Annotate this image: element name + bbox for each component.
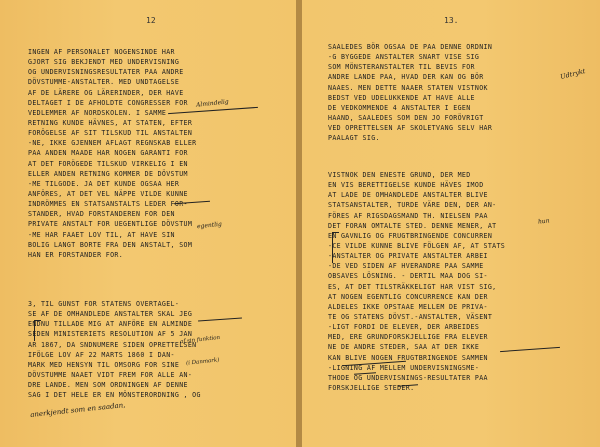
strikethrough-mark [198, 317, 242, 321]
text-line: ALDELES IKKE OPSTAAE MELLEM DE PRIVA- [328, 302, 488, 311]
text-line: -ME HAR FAAET LOV TIL, AT HAVE SIN [28, 230, 175, 239]
page-number-right: 13. [444, 16, 459, 25]
text-line: VED OPRETTELSEN AF SKOLETVANG SELV HAR [328, 124, 493, 133]
text-line: -NE, IKKE GJENNEM AFLAGT REGNSKAB ELLER [28, 139, 197, 148]
text-line: ENDNU TILLADE MIG AT ANFÖRE EN ALMINDE [28, 320, 193, 329]
text-line: EN GAVNLIG OG FRUGTBRINGENDE CONCURREN [328, 231, 493, 240]
text-line: PAALAGT SIG. [328, 134, 380, 143]
left-text-block-top [28, 47, 196, 260]
right-page [302, 0, 600, 447]
text-line: AR 1867, DA SNDNUMERE SIDEN OPRETTELSEN [28, 340, 197, 349]
text-line: RETNING KUNDE HÄVNES, AT STATEN, EFTER [28, 118, 193, 127]
text-line: SAALEDES BÖR OGSAA DE PAA DENNE ORDNIN [328, 43, 493, 51]
text-line: KAN BLIVE NOGEN FRUGTBRINGENDE SAMMEN [328, 353, 488, 362]
text-line: -LIGNING AF MELLEM UNDERVISNINGSME- [328, 363, 480, 372]
text-line: DE VEDKOMMENDE 4 ANSTALTER I EGEN [328, 103, 471, 112]
text-line: STATSANSTALTER, TURDE VÄRE DEN, DER AN- [328, 201, 497, 210]
text-line: FÖRES AF RIGSDAGSMAND TH. NIELSEN PAA [328, 211, 488, 220]
text-line: SE AF DE OMHANDLEDE ANSTALTER SKAL JEG [28, 310, 193, 319]
text-line: MED, ERE GRUNDFORSKJELLIGE FRA ELEVER [328, 333, 488, 342]
text-line: PAA ANDEN MAADE HAR NOGEN GARANTI FOR [28, 149, 188, 158]
text-line: -G BYGGEDE ANSTALTER SNART VISE SIG [328, 53, 480, 62]
margin-bracket [34, 320, 41, 341]
text-line: ANFÖRES, AT DET VEL NÄPPE VILDE KUNNE [28, 189, 188, 198]
text-line: VEDLEMMER AF NORDSKOLEN. I SAMME [28, 108, 167, 117]
text-line: -LIGT FORDI DE ELEVER, DER ARBEIDES [328, 323, 480, 332]
text-line: HAAND, SAALEDES SOM DEN JO FORÖVRIGT [328, 113, 484, 122]
text-line: HAN ER FORSTANDER FOR. [28, 250, 124, 259]
text-line: EN VIS BERETTIGELSE KUNDE HÄVES IMOD [328, 181, 484, 190]
text-line: THODE OG UNDERVISNINGS-RESULTATER PAA [328, 373, 488, 382]
text-line: SOM MÖNSTERANSTALTER TIL BEVIS FOR [328, 63, 475, 72]
text-line: STANDER, HVAD FORSTANDEREN FOR DEN [28, 210, 175, 219]
text-line: AF DE LÄRERE OG LÄRERINDER, DER HAVE [28, 88, 184, 97]
text-line: FORÖGELSE AF SIT TILSKUD TIL ANSTALTEN [28, 129, 193, 138]
left-page [0, 0, 296, 447]
page-number-left: 12 [146, 16, 156, 25]
text-line: SAG I DET HELE ER EN MÖNSTERORDNING , OG [28, 391, 201, 400]
text-line: DET FORAN OMTALTE STED. DENNE MENER, AT [328, 221, 497, 230]
margin-bracket [332, 232, 339, 263]
left-text-block-bottom [28, 299, 201, 400]
text-line: NAAES. MEN DETTE NAAER STATEN VISTNOK [328, 83, 488, 92]
text-line: ELLER ANDEN RETNING KOMMER DE DÖVSTUM [28, 169, 188, 178]
text-line: BOLIG LANGT BORTE FRA DEN ANSTALT, SOM [28, 240, 193, 249]
text-line: BEDST VED UDELUKKENDE AT HAVE ALLE [328, 93, 475, 102]
text-line: 3, TIL GUNST FOR STATENS OVERTAGEL- [28, 300, 180, 308]
text-line: PRIVATE ANSTALT FOR UEGENTLIGE DÖVSTUM [28, 220, 193, 229]
handwritten-note-left-3: af sin funktion [179, 334, 221, 346]
text-line: ES, AT DET TILSTRÄKKELIGT HAR VIST SIG, [328, 282, 497, 291]
text-line: TE OG STATENS DÖVST.-ANSTALTER, VÄSENT [328, 312, 493, 321]
text-line: GJORT SIG BEKJENDT MED UNDERVISNING [28, 58, 180, 67]
right-text-block-bottom [328, 170, 505, 393]
text-line: OG UNDERVISNINGSRESULTATER PAA ANDRE [28, 68, 184, 77]
handwritten-note-right-margin: Udtrykt [559, 67, 587, 81]
right-text-block-top [328, 42, 492, 143]
handwritten-note-left-2: egentlig [196, 220, 223, 231]
text-line: MARK MED HENSYN TIL OMSORG FOR SINE [28, 360, 180, 369]
text-line: IFÖLGE LOV AF 22 MARTS 1860 I DAN- [28, 350, 175, 359]
text-line: SEDEN MINISTERIETS RESOLUTION AF 5 JAN [28, 330, 193, 339]
text-line: INGEN AF PERSONALET NOGENSINDE HAR [28, 48, 175, 56]
handwritten-note-left-1: Almindelig [195, 98, 230, 109]
strikethrough-mark [500, 347, 560, 352]
text-line: AT LADE DE OMHANDLEDE ANSTALTER BLIVE [328, 191, 488, 200]
text-line: NE DE ANDRE STEDER, SAA AT DER IKKE [328, 343, 480, 352]
text-line: -CE VILDE KUNNE BLIVE FÖLGEN AF, AT STATS [328, 241, 506, 250]
text-line: DÖVSTUMME-ANSTALTER. MED UNDTAGELSE [28, 78, 180, 87]
text-line: FORSKJELLIGE STEDER. [328, 383, 415, 392]
text-line: DELTAGET I DE AFHOLDTE CONGRESSER FOR [28, 98, 188, 107]
text-line: -ANSTALTER OG PRIVATE ANSTALTER ARBEI [328, 252, 488, 261]
handwritten-note-right-1: hun [537, 217, 550, 226]
text-line: AT DET FORÖGEDE TILSKUD VIRKELIG I EN [28, 159, 188, 168]
handwritten-note-left-4: (i Danmark) [185, 357, 220, 367]
text-line: INDRÖMMES EN STATSANSTALTS LEDER FOR- [28, 200, 188, 209]
text-line: OBSAVES LÖSNING. - DERTIL MAA DOG SI- [328, 272, 488, 281]
text-line: AT NOGEN EGENTLIG CONCURRENCE KAN DER [328, 292, 488, 301]
text-line: ANDRE LANDE PAA, HVAD DER KAN OG BÖR [328, 73, 484, 82]
text-line: -ME TILGODE. JA DET KUNDE OGSAA HER [28, 179, 180, 188]
text-line: DÖVSTUMME NAAET VIDT FREM FOR ALLE AN- [28, 370, 193, 379]
handwritten-note-left-bottom: anerkjendt som en saadan, [29, 401, 126, 419]
text-line: DRE LANDE. MEN SOM ORDNINGEN AF DENNE [28, 381, 188, 390]
text-line: -DE VED SIDEN AF HVERANDRE PAA SAMME [328, 262, 484, 271]
text-line: VISTNOK DEN ENESTE GRUND, DER MED [328, 171, 471, 179]
